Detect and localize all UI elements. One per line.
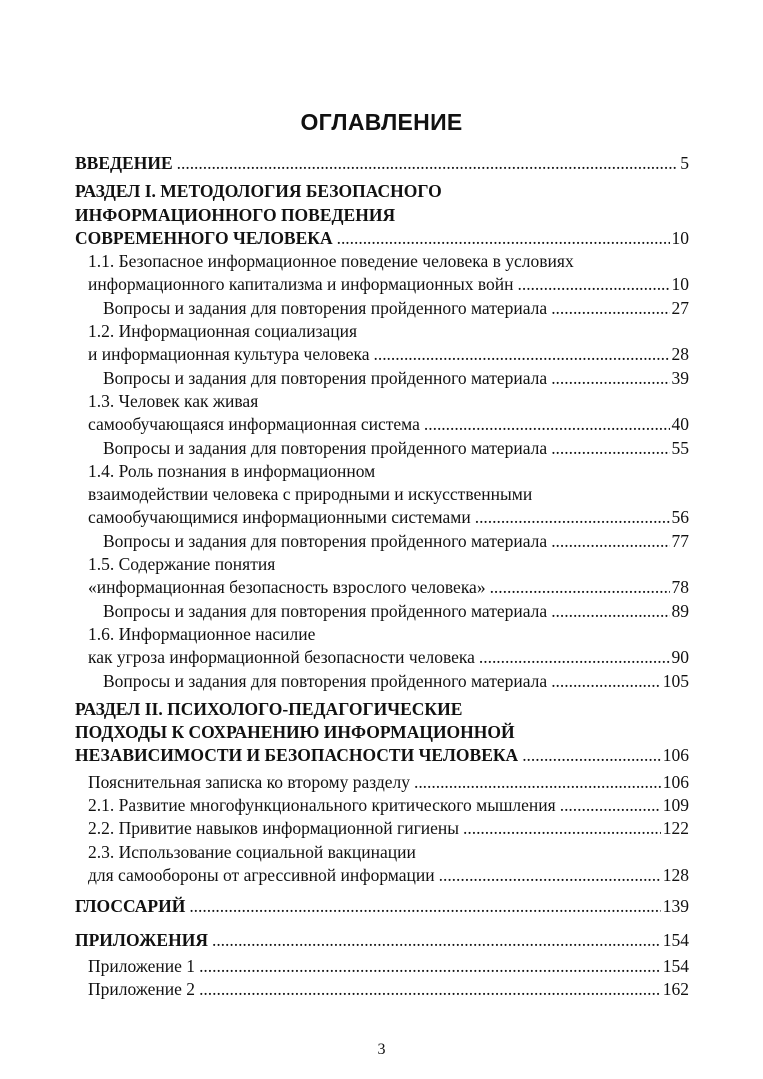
toc-entry-title-line: 1.2. Информационная социализация	[88, 321, 358, 342]
toc-page-number: 154	[662, 929, 689, 950]
toc-page-number: 5	[680, 153, 689, 173]
toc-entry-questions[interactable]	[75, 600, 689, 623]
toc-leader-dots	[551, 600, 669, 623]
toc-page-number: 109	[662, 795, 689, 816]
toc-entry-title-line: для самообороны от агрессивной информации	[88, 864, 435, 885]
toc-page-number: 27	[671, 297, 689, 318]
toc-entry-title-line: и информационная культура человека	[88, 344, 370, 365]
toc-entry-title-line: ИНФОРМАЦИОННОГО ПОВЕДЕНИЯ	[75, 204, 396, 225]
toc-entry-title-line: взаимодействии человека с природными и искусственными	[88, 484, 533, 505]
toc-entry-title-line: 1.5. Содержание понятия	[88, 554, 276, 575]
toc-entry-title: Вопросы и задания для повторения пройденного материала	[103, 530, 548, 551]
toc-leader-dots	[374, 343, 670, 366]
toc-page-number: 154	[662, 955, 689, 976]
toc-entry-title-line: информационного капитализма и информационных войн	[88, 274, 514, 295]
toc-entry-title: 2.2. Привитие навыков информационной гигиены	[88, 818, 460, 839]
toc-page-number: 10	[671, 227, 689, 248]
toc-entry-title: Вопросы и задания для повторения пройденного материала	[103, 670, 548, 691]
toc-leader-dots	[490, 576, 670, 599]
toc-entry-glossary[interactable]	[75, 895, 689, 918]
toc-entry-section-1[interactable]	[75, 180, 689, 250]
toc-leader-dots	[551, 670, 661, 693]
toc-entry-title-line: 1.1. Безопасное информационное поведение человека в условиях	[88, 251, 574, 272]
toc-page-number: 106	[662, 771, 689, 792]
toc-entry-title-line: РАЗДЕЛ I. МЕТОДОЛОГИЯ БЕЗОПАСНОГО	[75, 181, 442, 202]
toc-leader-dots	[212, 929, 661, 952]
toc-entry-section-2[interactable]	[75, 698, 689, 768]
toc-leader-dots	[551, 367, 669, 390]
toc-entry-introduction[interactable]	[75, 152, 689, 175]
toc-leader-dots	[522, 744, 661, 767]
toc-entry-1-5[interactable]	[75, 553, 689, 600]
toc-entry-title-line: НЕЗАВИСИМОСТИ И БЕЗОПАСНОСТИ ЧЕЛОВЕКА	[75, 745, 519, 766]
toc-entry-title: Вопросы и задания для повторения пройденного материала	[103, 297, 548, 318]
toc-leader-dots	[551, 530, 669, 553]
toc-entry-title-line: «информационная безопасность взрослого человека»	[88, 577, 486, 598]
toc-leader-dots	[439, 864, 661, 887]
toc-leader-dots	[199, 978, 661, 1001]
toc-entry-title-line: 2.3. Использование социальной вакцинации	[88, 841, 416, 862]
toc-entry-1-6[interactable]	[75, 623, 689, 670]
toc-entry-title-line: 1.3. Человек как живая	[88, 390, 259, 411]
toc-entry-title: ПРИЛОЖЕНИЯ	[75, 929, 208, 950]
toc-entry-2-3[interactable]	[75, 841, 689, 888]
toc-entry-appendix-2[interactable]	[75, 978, 689, 1001]
toc-entry-title-line: самообучающимися информационными системами	[88, 507, 471, 528]
toc-page-number: 40	[671, 414, 689, 435]
toc-entry-2-2[interactable]	[75, 817, 689, 840]
page-title: ОГЛАВЛЕНИЕ	[300, 109, 463, 135]
toc-entry-questions[interactable]	[75, 367, 689, 390]
toc-entry-1-2[interactable]	[75, 320, 689, 367]
toc-entry-title: Вопросы и задания для повторения пройденного материала	[103, 367, 548, 388]
toc-entry-title: ГЛОССАРИЙ	[75, 896, 186, 917]
toc-entry-appendix-1[interactable]	[75, 955, 689, 978]
toc-leader-dots	[475, 506, 670, 529]
toc-entry-title-line: самообучающаяся информационная система	[88, 414, 420, 435]
toc-page-number: 139	[662, 896, 689, 917]
toc-entry-explanatory-note[interactable]	[75, 771, 689, 794]
toc-entry-title-line: как угроза информационной безопасности человека	[88, 647, 475, 668]
toc-page-number: 78	[671, 577, 689, 598]
toc-leader-dots	[199, 955, 661, 978]
toc-page-number: 122	[662, 818, 689, 839]
toc-leader-dots	[479, 646, 670, 669]
toc-leader-dots	[177, 152, 679, 175]
toc-entry-1-1[interactable]	[75, 250, 689, 297]
toc-entry-title-line: РАЗДЕЛ II. ПСИХОЛОГО-ПЕДАГОГИЧЕСКИЕ	[75, 698, 463, 719]
toc-entry-appendices[interactable]	[75, 929, 689, 952]
toc-entry-title: 2.1. Развитие многофункционального критического мышления	[88, 795, 556, 816]
toc-entry-title: Приложение 2	[88, 979, 196, 1000]
toc-leader-dots	[551, 437, 669, 460]
toc-leader-dots	[189, 895, 660, 918]
toc-leader-dots	[337, 227, 670, 250]
toc-page-number: 105	[662, 670, 689, 691]
toc-leader-dots	[560, 794, 661, 817]
toc-page-number: 162	[662, 979, 689, 1000]
toc-entry-title: Вопросы и задания для повторения пройденного материала	[103, 437, 548, 458]
toc-entry-title: Вопросы и задания для повторения пройденного материала	[103, 600, 548, 621]
toc-page-number: 106	[662, 745, 689, 766]
toc-entry-questions[interactable]	[75, 297, 689, 320]
toc-page-number: 77	[671, 530, 689, 551]
toc-entry-title: Пояснительная записка ко второму разделу	[88, 771, 410, 792]
toc-page-number: 39	[671, 367, 689, 388]
toc-page-number: 55	[671, 437, 689, 458]
toc-page-number: 10	[671, 274, 689, 295]
toc-entry-questions[interactable]	[75, 670, 689, 693]
toc-page-number: 56	[671, 507, 689, 528]
table-of-contents	[75, 152, 689, 1001]
toc-page-number: 89	[671, 600, 689, 621]
toc-entry-title-line: 1.4. Роль познания в информационном	[88, 460, 376, 481]
toc-entry-questions[interactable]	[75, 437, 689, 460]
toc-page-number: 90	[671, 647, 689, 668]
toc-entry-title-line: 1.6. Информационное насилие	[88, 623, 316, 644]
page-number: 3	[377, 1041, 386, 1058]
toc-entry-questions[interactable]	[75, 530, 689, 553]
toc-entry-title: Приложение 1	[88, 955, 196, 976]
toc-entry-2-1[interactable]	[75, 794, 689, 817]
toc-leader-dots	[414, 771, 661, 794]
toc-leader-dots	[518, 273, 670, 296]
toc-entry-title: ВВЕДЕНИЕ	[75, 153, 173, 173]
toc-leader-dots	[551, 297, 669, 320]
toc-entry-1-4[interactable]	[75, 460, 689, 530]
toc-page-number: 128	[662, 864, 689, 885]
toc-entry-title-line: ПОДХОДЫ К СОХРАНЕНИЮ ИНФОРМАЦИОННОЙ	[75, 722, 515, 743]
toc-leader-dots	[463, 817, 661, 840]
toc-page-number: 28	[671, 344, 689, 365]
toc-entry-title-line: СОВРЕМЕННОГО ЧЕЛОВЕКА	[75, 227, 333, 248]
toc-leader-dots	[424, 413, 670, 436]
toc-entry-1-3[interactable]	[75, 390, 689, 437]
